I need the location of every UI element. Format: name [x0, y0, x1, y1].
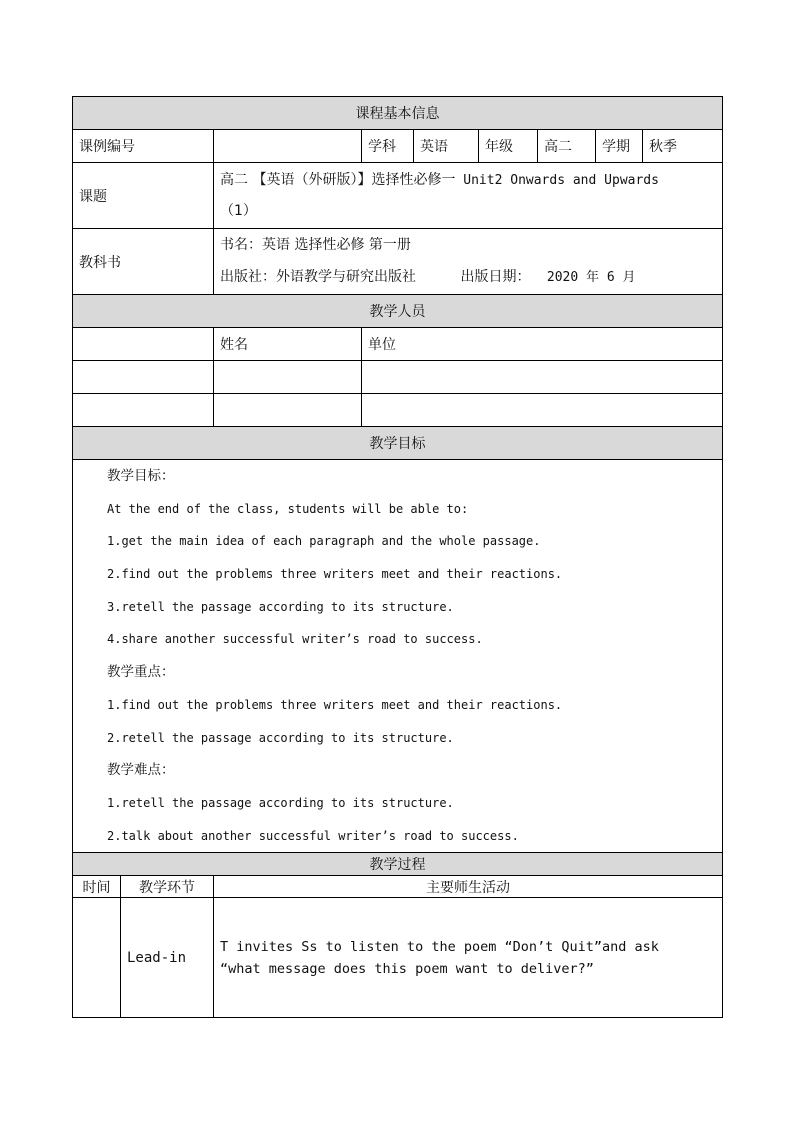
activity-line: T invites Ss to listen to the poem “Don’t Quit”and ask — [220, 938, 659, 955]
textbook-label: 教科书 — [73, 229, 214, 295]
topic-title-part: （1） — [220, 203, 257, 219]
topic-value — [214, 163, 723, 229]
staff-row — [73, 361, 723, 394]
staff-name-header: 姓名 — [214, 328, 362, 361]
subject-label: 学科 — [362, 130, 414, 163]
objective-line: 教学重点： — [107, 664, 175, 681]
book-name-value: 英语 选择性必修 第一册 — [262, 237, 411, 253]
objective-line: 教学目标： — [107, 468, 175, 484]
book-name-label: 书名： — [220, 237, 262, 253]
course-info-table — [72, 96, 723, 853]
objective-line: 1.find out the problems three writers meet and their reactions. — [107, 697, 563, 712]
objectives-header: 教学目标 — [73, 427, 723, 460]
objective-line: 2.retell the passage according to its structure. — [107, 730, 454, 745]
stage-column-header: 教学环节 — [121, 876, 214, 898]
textbook-value — [214, 229, 723, 295]
objective-line: At the end of the class, students will be able to: — [107, 501, 469, 516]
objective-line: 2.find out the problems three writers meet and their reactions. — [107, 567, 563, 582]
pub-date-label: 出版日期： — [460, 269, 531, 285]
process-table — [72, 852, 723, 1018]
objective-line: 1.retell the passage according to its structure. — [107, 795, 454, 810]
staff-cell — [73, 361, 214, 394]
staff-cell — [214, 394, 362, 427]
grade-label: 年级 — [479, 130, 538, 163]
publisher-label: 出版社： — [220, 269, 276, 285]
basic-info-header: 课程基本信息 — [73, 97, 723, 130]
objective-line: 2.talk about another successful writer’s road to success. — [107, 828, 519, 843]
subject-value: 英语 — [414, 130, 479, 163]
staff-cell — [73, 394, 214, 427]
process-header: 教学过程 — [73, 853, 723, 876]
activity-column-header: 主要师生活动 — [214, 876, 723, 898]
objective-line: 3.retell the passage according to its structure. — [107, 599, 454, 614]
staff-blank-header — [73, 328, 214, 361]
objectives-list — [73, 460, 722, 852]
staff-row — [73, 394, 723, 427]
staff-header: 教学人员 — [73, 295, 723, 328]
process-stage: Lead-in — [121, 898, 214, 1018]
activity-line: “what message does this poem want to deliver?” — [220, 960, 594, 977]
term-label: 学期 — [596, 130, 643, 163]
case-no-label: 课例编号 — [73, 130, 214, 163]
objective-line: 4.share another successful writer’s road to success. — [107, 632, 483, 647]
staff-cell — [214, 361, 362, 394]
pub-date-value: 2020 年 6 月 — [546, 270, 636, 285]
objectives-content — [73, 460, 723, 853]
staff-cell — [362, 394, 723, 427]
objective-line: 教学难点： — [107, 762, 175, 779]
objective-line: 1.get the main idea of each paragraph and the whole passage. — [107, 534, 541, 549]
publisher-value: 外语教学与研究出版社 — [276, 269, 416, 285]
grade-value: 高二 — [538, 130, 596, 163]
process-time — [73, 898, 121, 1018]
staff-cell — [362, 361, 723, 394]
topic-title-cn: 高二 【英语（外研版）】选择性必修一 — [220, 172, 456, 188]
term-value: 秋季 — [643, 130, 723, 163]
process-activity — [214, 898, 723, 1018]
case-no-value — [214, 130, 362, 163]
topic-label: 课题 — [73, 163, 214, 229]
topic-title-en: Unit2 Onwards and Upwards — [455, 173, 659, 188]
time-column-header: 时间 — [73, 876, 121, 898]
staff-unit-header: 单位 — [362, 328, 723, 361]
process-row — [73, 898, 723, 1018]
